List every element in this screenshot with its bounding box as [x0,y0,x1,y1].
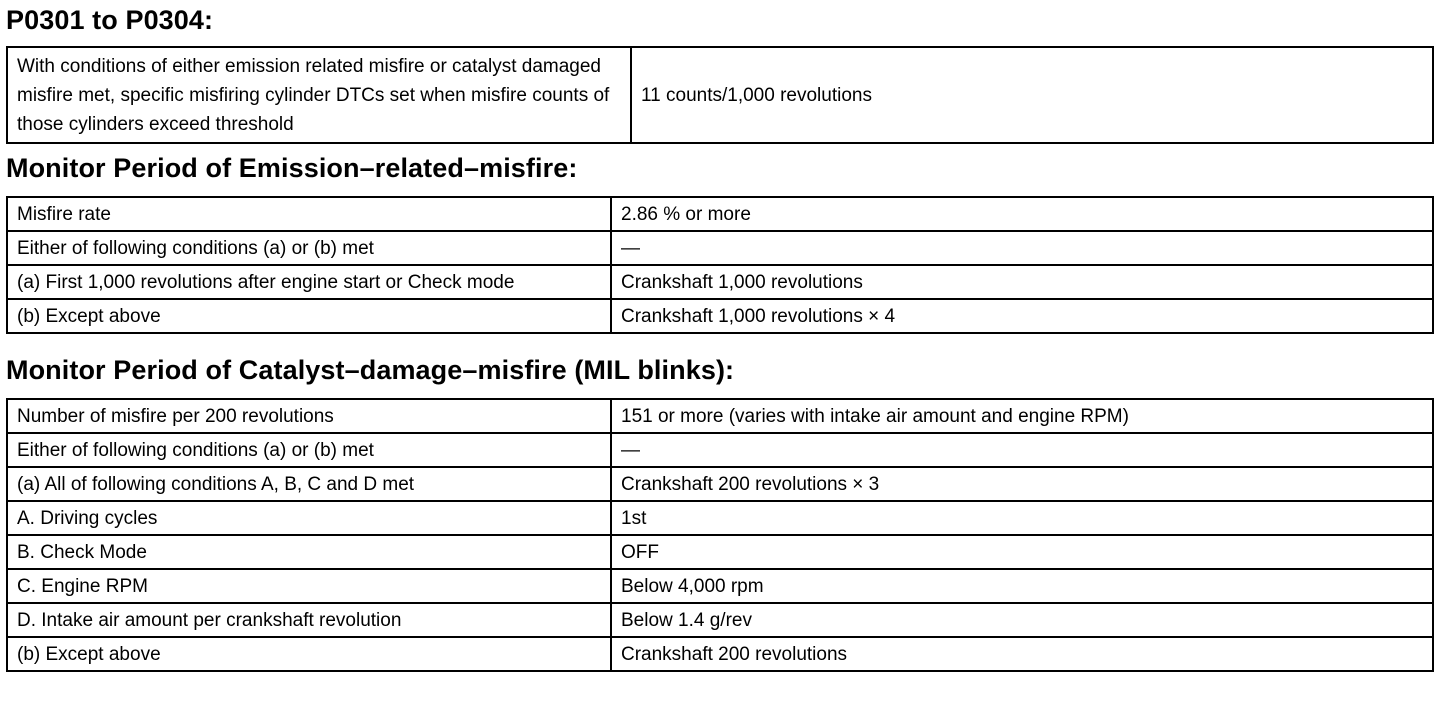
emission-misfire-table [6,196,1434,334]
value-cell: OFF [611,535,1433,569]
table-row [7,197,1433,231]
condition-cell: Either of following conditions (a) or (b) met [7,433,611,467]
table-row [7,467,1433,501]
table-row [7,569,1433,603]
condition-cell: D. Intake air amount per crankshaft revolution [7,603,611,637]
table-row [7,399,1433,433]
condition-cell: A. Driving cycles [7,501,611,535]
value-cell: Below 1.4 g/rev [611,603,1433,637]
section-heading-dtc-range: P0301 to P0304: [6,5,214,35]
condition-cell: (a) First 1,000 revolutions after engine start or Check mode [7,265,611,299]
value-cell: Crankshaft 200 revolutions × 3 [611,467,1433,501]
table-row [7,47,1433,143]
table-row [7,535,1433,569]
condition-cell: C. Engine RPM [7,569,611,603]
value-cell: 151 or more (varies with intake air amount and engine RPM) [611,399,1433,433]
section-heading-catalyst-misfire: Monitor Period of Catalyst–damage–misfire (MIL blinks): [6,355,735,385]
section-heading-emission-misfire: Monitor Period of Emission–related–misfire: [6,153,578,183]
value-cell: Crankshaft 1,000 revolutions [611,265,1433,299]
condition-cell: Number of misfire per 200 revolutions [7,399,611,433]
table-row [7,603,1433,637]
table-row [7,501,1433,535]
catalyst-misfire-table [6,398,1434,672]
condition-cell: Either of following conditions (a) or (b) met [7,231,611,265]
condition-cell: With conditions of either emission related misfire or catalyst damaged misfire met, specific misfiring cylinder DTCs set when misfire counts of those cylinders exceed threshold [7,47,631,143]
value-cell: 2.86 % or more [611,197,1433,231]
condition-cell: Misfire rate [7,197,611,231]
table-row [7,265,1433,299]
value-cell: 11 counts/1,000 revolutions [631,47,1433,143]
value-cell: Crankshaft 1,000 revolutions × 4 [611,299,1433,333]
value-cell: — [611,433,1433,467]
value-cell: 1st [611,501,1433,535]
condition-cell: (a) All of following conditions A, B, C and D met [7,467,611,501]
table-row [7,231,1433,265]
table-row [7,637,1433,671]
condition-cell: (b) Except above [7,637,611,671]
dtc-threshold-table [6,46,1434,144]
condition-cell: B. Check Mode [7,535,611,569]
value-cell: — [611,231,1433,265]
value-cell: Below 4,000 rpm [611,569,1433,603]
condition-cell: (b) Except above [7,299,611,333]
table-row [7,299,1433,333]
table-row [7,433,1433,467]
value-cell: Crankshaft 200 revolutions [611,637,1433,671]
